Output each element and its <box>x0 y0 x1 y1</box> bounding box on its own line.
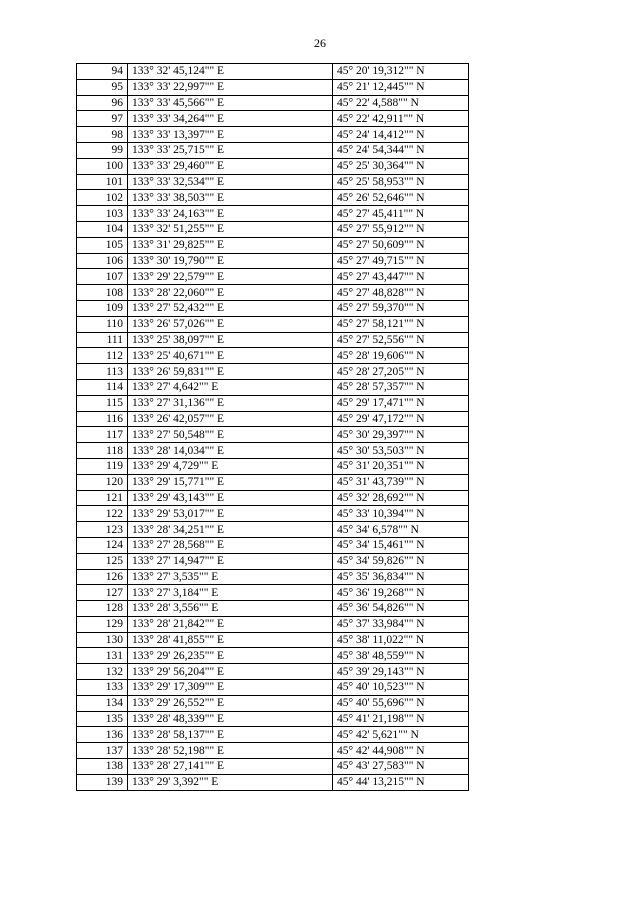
longitude-cell: 133° 29' 3,392"" E <box>128 774 333 790</box>
latitude-cell: 45° 29' 17,471"" N <box>333 395 469 411</box>
longitude-cell: 133° 33' 32,534"" E <box>128 174 333 190</box>
latitude-cell: 45° 27' 48,828"" N <box>333 285 469 301</box>
longitude-cell: 133° 33' 24,163"" E <box>128 206 333 222</box>
table-row <box>77 95 469 111</box>
longitude-cell: 133° 28' 48,339"" E <box>128 711 333 727</box>
latitude-cell: 45° 35' 36,834"" N <box>333 569 469 585</box>
point-number: 104 <box>77 221 128 237</box>
latitude-cell: 45° 24' 54,344"" N <box>333 142 469 158</box>
point-number: 139 <box>77 774 128 790</box>
table-row <box>77 348 469 364</box>
point-number: 134 <box>77 695 128 711</box>
table-row <box>77 506 469 522</box>
longitude-cell: 133° 26' 42,057"" E <box>128 411 333 427</box>
table-row <box>77 221 469 237</box>
table-row <box>77 64 469 80</box>
longitude-cell: 133° 33' 38,503"" E <box>128 190 333 206</box>
latitude-cell: 45° 27' 52,556"" N <box>333 332 469 348</box>
point-number: 137 <box>77 743 128 759</box>
latitude-cell: 45° 25' 30,364"" N <box>333 158 469 174</box>
latitude-cell: 45° 31' 43,739"" N <box>333 474 469 490</box>
point-number: 96 <box>77 95 128 111</box>
point-number: 97 <box>77 111 128 127</box>
point-number: 107 <box>77 269 128 285</box>
latitude-cell: 45° 32' 28,692"" N <box>333 490 469 506</box>
table-row <box>77 759 469 775</box>
table-row <box>77 490 469 506</box>
latitude-cell: 45° 40' 55,696"" N <box>333 695 469 711</box>
latitude-cell: 45° 44' 13,215"" N <box>333 774 469 790</box>
latitude-cell: 45° 27' 58,121"" N <box>333 316 469 332</box>
point-number: 130 <box>77 632 128 648</box>
latitude-cell: 45° 39' 29,143"" N <box>333 664 469 680</box>
longitude-cell: 133° 26' 57,026"" E <box>128 316 333 332</box>
table-row <box>77 237 469 253</box>
point-number: 113 <box>77 364 128 380</box>
table-row <box>77 648 469 664</box>
longitude-cell: 133° 28' 3,556"" E <box>128 601 333 617</box>
point-number: 110 <box>77 316 128 332</box>
longitude-cell: 133° 33' 45,566"" E <box>128 95 333 111</box>
latitude-cell: 45° 30' 53,503"" N <box>333 443 469 459</box>
longitude-cell: 133° 27' 4,642"" E <box>128 379 333 395</box>
longitude-cell: 133° 32' 51,255"" E <box>128 221 333 237</box>
latitude-cell: 45° 28' 57,357"" N <box>333 379 469 395</box>
table-row <box>77 458 469 474</box>
point-number: 115 <box>77 395 128 411</box>
latitude-cell: 45° 41' 21,198"" N <box>333 711 469 727</box>
point-number: 100 <box>77 158 128 174</box>
latitude-cell: 45° 29' 47,172"" N <box>333 411 469 427</box>
point-number: 126 <box>77 569 128 585</box>
point-number: 121 <box>77 490 128 506</box>
longitude-cell: 133° 28' 34,251"" E <box>128 522 333 538</box>
point-number: 103 <box>77 206 128 222</box>
table-row <box>77 695 469 711</box>
point-number: 131 <box>77 648 128 664</box>
latitude-cell: 45° 31' 20,351"" N <box>333 458 469 474</box>
coordinates-table-body <box>77 64 469 791</box>
point-number: 109 <box>77 300 128 316</box>
table-row <box>77 585 469 601</box>
table-row <box>77 158 469 174</box>
point-number: 123 <box>77 522 128 538</box>
table-row <box>77 269 469 285</box>
table-row <box>77 253 469 269</box>
longitude-cell: 133° 27' 3,184"" E <box>128 585 333 601</box>
latitude-cell: 45° 43' 27,583"" N <box>333 759 469 775</box>
longitude-cell: 133° 28' 52,198"" E <box>128 743 333 759</box>
point-number: 114 <box>77 379 128 395</box>
latitude-cell: 45° 30' 29,397"" N <box>333 427 469 443</box>
longitude-cell: 133° 29' 4,729"" E <box>128 458 333 474</box>
latitude-cell: 45° 37' 33,984"" N <box>333 616 469 632</box>
latitude-cell: 45° 21' 12,445"" N <box>333 79 469 95</box>
point-number: 101 <box>77 174 128 190</box>
table-row <box>77 285 469 301</box>
latitude-cell: 45° 34' 15,461"" N <box>333 537 469 553</box>
point-number: 125 <box>77 553 128 569</box>
point-number: 102 <box>77 190 128 206</box>
point-number: 135 <box>77 711 128 727</box>
latitude-cell: 45° 40' 10,523"" N <box>333 680 469 696</box>
latitude-cell: 45° 38' 48,559"" N <box>333 648 469 664</box>
table-row <box>77 316 469 332</box>
latitude-cell: 45° 28' 19,606"" N <box>333 348 469 364</box>
longitude-cell: 133° 29' 56,204"" E <box>128 664 333 680</box>
point-number: 129 <box>77 616 128 632</box>
page-number: 26 <box>314 36 326 50</box>
longitude-cell: 133° 29' 22,579"" E <box>128 269 333 285</box>
longitude-cell: 133° 33' 22,997"" E <box>128 79 333 95</box>
latitude-cell: 45° 22' 4,588"" N <box>333 95 469 111</box>
longitude-cell: 133° 28' 27,141"" E <box>128 759 333 775</box>
point-number: 108 <box>77 285 128 301</box>
latitude-cell: 45° 27' 49,715"" N <box>333 253 469 269</box>
longitude-cell: 133° 29' 15,771"" E <box>128 474 333 490</box>
longitude-cell: 133° 25' 40,671"" E <box>128 348 333 364</box>
latitude-cell: 45° 27' 45,411"" N <box>333 206 469 222</box>
longitude-cell: 133° 26' 59,831"" E <box>128 364 333 380</box>
point-number: 111 <box>77 332 128 348</box>
longitude-cell: 133° 29' 53,017"" E <box>128 506 333 522</box>
longitude-cell: 133° 27' 14,947"" E <box>128 553 333 569</box>
table-row <box>77 474 469 490</box>
latitude-cell: 45° 20' 19,312"" N <box>333 64 469 80</box>
longitude-cell: 133° 29' 17,309"" E <box>128 680 333 696</box>
latitude-cell: 45° 42' 44,908"" N <box>333 743 469 759</box>
table-row <box>77 111 469 127</box>
latitude-cell: 45° 34' 59,826"" N <box>333 553 469 569</box>
latitude-cell: 45° 36' 54,826"" N <box>333 601 469 617</box>
point-number: 136 <box>77 727 128 743</box>
longitude-cell: 133° 33' 25,715"" E <box>128 142 333 158</box>
longitude-cell: 133° 30' 19,790"" E <box>128 253 333 269</box>
table-row <box>77 711 469 727</box>
point-number: 95 <box>77 79 128 95</box>
latitude-cell: 45° 25' 58,953"" N <box>333 174 469 190</box>
point-number: 128 <box>77 601 128 617</box>
point-number: 133 <box>77 680 128 696</box>
longitude-cell: 133° 28' 22,060"" E <box>128 285 333 301</box>
longitude-cell: 133° 33' 34,264"" E <box>128 111 333 127</box>
point-number: 120 <box>77 474 128 490</box>
table-row <box>77 300 469 316</box>
table-row <box>77 364 469 380</box>
table-row <box>77 664 469 680</box>
longitude-cell: 133° 28' 58,137"" E <box>128 727 333 743</box>
point-number: 116 <box>77 411 128 427</box>
table-row <box>77 743 469 759</box>
latitude-cell: 45° 28' 27,205"" N <box>333 364 469 380</box>
point-number: 117 <box>77 427 128 443</box>
longitude-cell: 133° 33' 13,397"" E <box>128 127 333 143</box>
table-row <box>77 443 469 459</box>
latitude-cell: 45° 42' 5,621"" N <box>333 727 469 743</box>
table-row <box>77 616 469 632</box>
table-row <box>77 774 469 790</box>
table-row <box>77 727 469 743</box>
longitude-cell: 133° 28' 21,842"" E <box>128 616 333 632</box>
point-number: 138 <box>77 759 128 775</box>
table-row <box>77 537 469 553</box>
latitude-cell: 45° 34' 6,578"" N <box>333 522 469 538</box>
latitude-cell: 45° 27' 55,912"" N <box>333 221 469 237</box>
point-number: 122 <box>77 506 128 522</box>
point-number: 132 <box>77 664 128 680</box>
longitude-cell: 133° 27' 28,568"" E <box>128 537 333 553</box>
point-number: 94 <box>77 64 128 80</box>
latitude-cell: 45° 27' 50,609"" N <box>333 237 469 253</box>
table-row <box>77 632 469 648</box>
table-row <box>77 569 469 585</box>
latitude-cell: 45° 24' 14,412"" N <box>333 127 469 143</box>
point-number: 105 <box>77 237 128 253</box>
latitude-cell: 45° 33' 10,394"" N <box>333 506 469 522</box>
table-row <box>77 174 469 190</box>
longitude-cell: 133° 28' 41,855"" E <box>128 632 333 648</box>
longitude-cell: 133° 25' 38,097"" E <box>128 332 333 348</box>
point-number: 127 <box>77 585 128 601</box>
latitude-cell: 45° 38' 11,022"" N <box>333 632 469 648</box>
table-row <box>77 427 469 443</box>
point-number: 112 <box>77 348 128 364</box>
table-row <box>77 553 469 569</box>
longitude-cell: 133° 32' 45,124"" E <box>128 64 333 80</box>
table-row <box>77 379 469 395</box>
table-row <box>77 79 469 95</box>
latitude-cell: 45° 22' 42,911"" N <box>333 111 469 127</box>
table-row <box>77 601 469 617</box>
longitude-cell: 133° 27' 50,548"" E <box>128 427 333 443</box>
longitude-cell: 133° 27' 3,535"" E <box>128 569 333 585</box>
longitude-cell: 133° 29' 26,552"" E <box>128 695 333 711</box>
longitude-cell: 133° 33' 29,460"" E <box>128 158 333 174</box>
point-number: 106 <box>77 253 128 269</box>
point-number: 99 <box>77 142 128 158</box>
point-number: 124 <box>77 537 128 553</box>
latitude-cell: 45° 26' 52,646"" N <box>333 190 469 206</box>
longitude-cell: 133° 27' 31,136"" E <box>128 395 333 411</box>
point-number: 119 <box>77 458 128 474</box>
longitude-cell: 133° 31' 29,825"" E <box>128 237 333 253</box>
table-row <box>77 190 469 206</box>
point-number: 98 <box>77 127 128 143</box>
longitude-cell: 133° 28' 14,034"" E <box>128 443 333 459</box>
table-row <box>77 142 469 158</box>
table-row <box>77 522 469 538</box>
table-row <box>77 332 469 348</box>
table-row <box>77 395 469 411</box>
latitude-cell: 45° 27' 43,447"" N <box>333 269 469 285</box>
longitude-cell: 133° 29' 43,143"" E <box>128 490 333 506</box>
coordinates-table <box>76 63 469 791</box>
table-row <box>77 411 469 427</box>
table-row <box>77 680 469 696</box>
longitude-cell: 133° 29' 26,235"" E <box>128 648 333 664</box>
longitude-cell: 133° 27' 52,432"" E <box>128 300 333 316</box>
table-row <box>77 206 469 222</box>
latitude-cell: 45° 36' 19,268"" N <box>333 585 469 601</box>
latitude-cell: 45° 27' 59,370"" N <box>333 300 469 316</box>
table-row <box>77 127 469 143</box>
point-number: 118 <box>77 443 128 459</box>
